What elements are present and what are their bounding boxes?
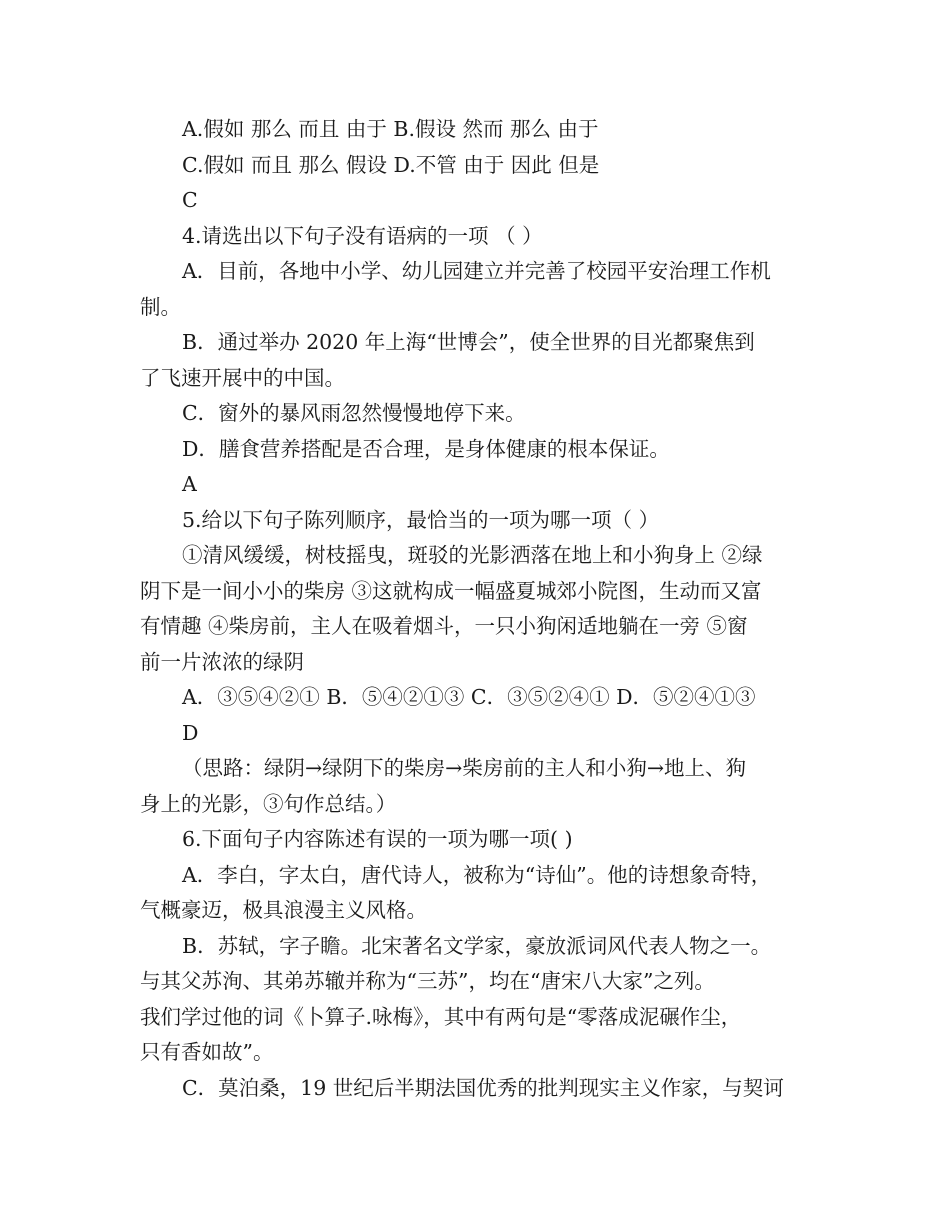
text-line: A．目前，各地中小学、幼儿园建立并完善了校园平安治理工作机 [182, 259, 771, 283]
text-line: B．通过举办 2020 年上海“世博会”，使全世界的目光都聚焦到 [182, 330, 755, 354]
text-line: A．李白，字太白，唐代诗人，被称为“诗仙”。他的诗想象奇特， [182, 862, 772, 887]
answer-line: D [182, 720, 199, 745]
text-line: 前一片浓浓的绿阴 [140, 649, 304, 674]
text-line: 有情趣 ④柴房前，主人在吸着烟斗，一只小狗闲适地躺在一旁 ⑤窗 [140, 614, 748, 638]
text-line: C．莫泊桑，19 世纪后半期法国优秀的批判现实主义作家，与契诃 [182, 1075, 784, 1100]
text-line: A．③⑤④②① B．⑤④②①③ C．③⑤②④① D．⑤②④①③ [182, 685, 756, 709]
text-line: 了飞速开展中的中国。 [140, 365, 345, 390]
question-line: 4.请选出以下句子没有语病的一项 （ ） [182, 223, 543, 248]
text-line: A.假如 那么 而且 由于 B.假设 然而 那么 由于 [182, 117, 599, 141]
question-line: 6.下面句子内容陈述有误的一项为哪一项( ) [182, 827, 573, 851]
question-line: 5.给以下句子陈列顺序，最恰当的一项为哪一项（ ） [182, 507, 660, 532]
document-body [140, 112, 830, 1106]
text-line: 我们学过他的词《卜算子.咏梅》，其中有两句是“零落成泥碾作尘， [140, 1004, 742, 1029]
text-line: ①清风缓缓，树枝摇曳，斑驳的光影洒落在地上和小狗身上 ②绿 [182, 543, 763, 567]
text-line: 阴下是一间小小的柴房 ③这就构成一幅盛夏城郊小院图，生动而又富 [140, 578, 762, 603]
text-line: 与其父苏洵、其弟苏辙并称为“三苏”，均在“唐宋八大家”之列。 [140, 969, 715, 993]
text-line: C.假如 而且 那么 假设 D.不管 由于 因此 但是 [182, 152, 600, 177]
text-line: （思路：绿阴→绿阴下的柴房→柴房前的主人和小狗→地上、狗 [182, 756, 747, 780]
text-line: B．苏轼，字子瞻。北宋著名文学家，豪放派词风代表人物之一。 [182, 933, 772, 958]
text-line: 只有香如故”。 [140, 1040, 274, 1064]
text-line: C．窗外的暴风雨忽然慢慢地停下来。 [182, 401, 526, 425]
text-line: 气概豪迈，极具浪漫主义风格。 [140, 898, 427, 922]
text-line: 制。 [140, 294, 181, 319]
answer-line: C [182, 188, 198, 212]
text-line: 身上的光影，③句作总结。） [140, 791, 397, 816]
answer-line: A [182, 472, 197, 496]
text-line: D．膳食营养搭配是否合理，是身体健康的根本保证。 [182, 436, 670, 461]
